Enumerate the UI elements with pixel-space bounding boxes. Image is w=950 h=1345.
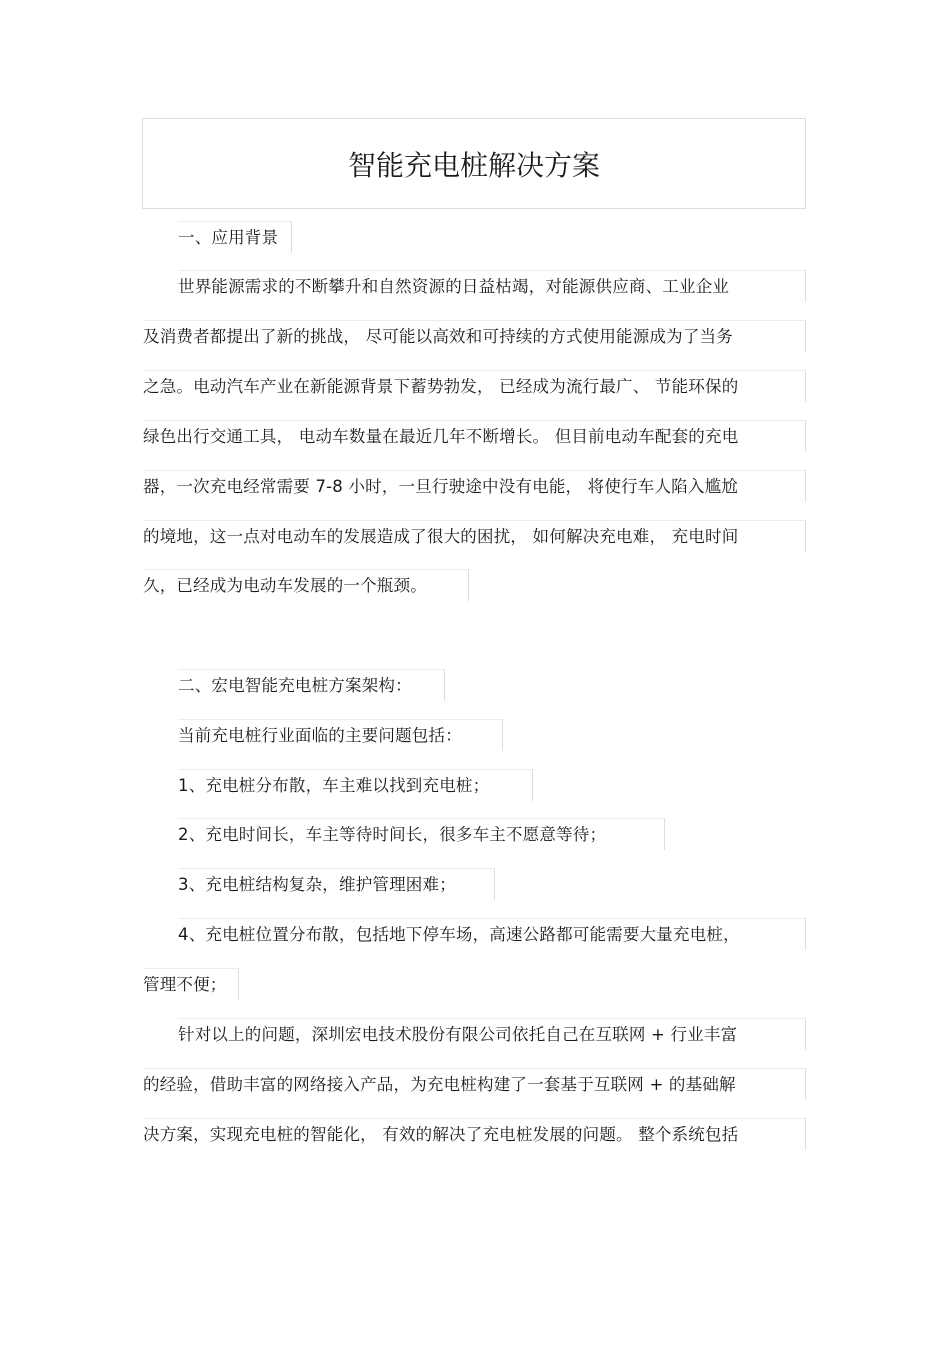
problem-item-4-continued: 管理不便； [143,968,239,1000]
section1-line-1: 世界能源需求的不断攀升和自然资源的日益枯竭，对能源供应商、工业企业 [178,270,806,302]
solution-line-3: 决方案，实现充电桩的智能化， 有效的解决了充电桩发展的问题。 整个系统包括 [143,1118,806,1150]
section1-line-6: 的境地，这一点对电动车的发展造成了很大的困扰， 如何解决充电难， 充电时间 [143,520,806,552]
section1-line-4: 绿色出行交通工具， 电动车数量在最近几年不断增长。 但目前电动车配套的充电 [143,420,806,452]
problem-item-4: 4、充电桩位置分布散，包括地下停车场，高速公路都可能需要大量充电桩， [178,918,806,950]
section1-line-7: 久，已经成为电动车发展的一个瓶颈。 [143,569,469,601]
section1-line-3: 之急。电动汽车产业在新能源背景下蓄势勃发， 已经成为流行最广、 节能环保的 [143,370,806,402]
section2-intro: 当前充电桩行业面临的主要问题包括： [178,719,503,751]
problem-item-1: 1、充电桩分布散，车主难以找到充电桩； [178,769,533,801]
solution-line-2: 的经验，借助丰富的网络接入产品，为充电桩构建了一套基于互联网 + 的基础解 [143,1068,806,1100]
problem-item-3: 3、充电桩结构复杂，维护管理困难； [178,868,495,900]
document-title: 智能充电桩解决方案 [142,118,806,209]
section2-heading: 二、宏电智能充电桩方案架构： [178,669,445,701]
solution-line-1: 针对以上的问题，深圳宏电技术股份有限公司依托自己在互联网 + 行业丰富 [178,1018,806,1050]
section1-line-5: 器，一次充电经常需要 7-8 小时，一旦行驶途中没有电能， 将使行车人陷入尴尬 [143,470,806,502]
section1-heading: 一、应用背景 [178,221,292,253]
problem-item-2: 2、充电时间长，车主等待时间长，很多车主不愿意等待； [178,818,665,850]
section1-line-2: 及消费者都提出了新的挑战， 尽可能以高效和可持续的方式使用能源成为了当务 [143,320,806,352]
